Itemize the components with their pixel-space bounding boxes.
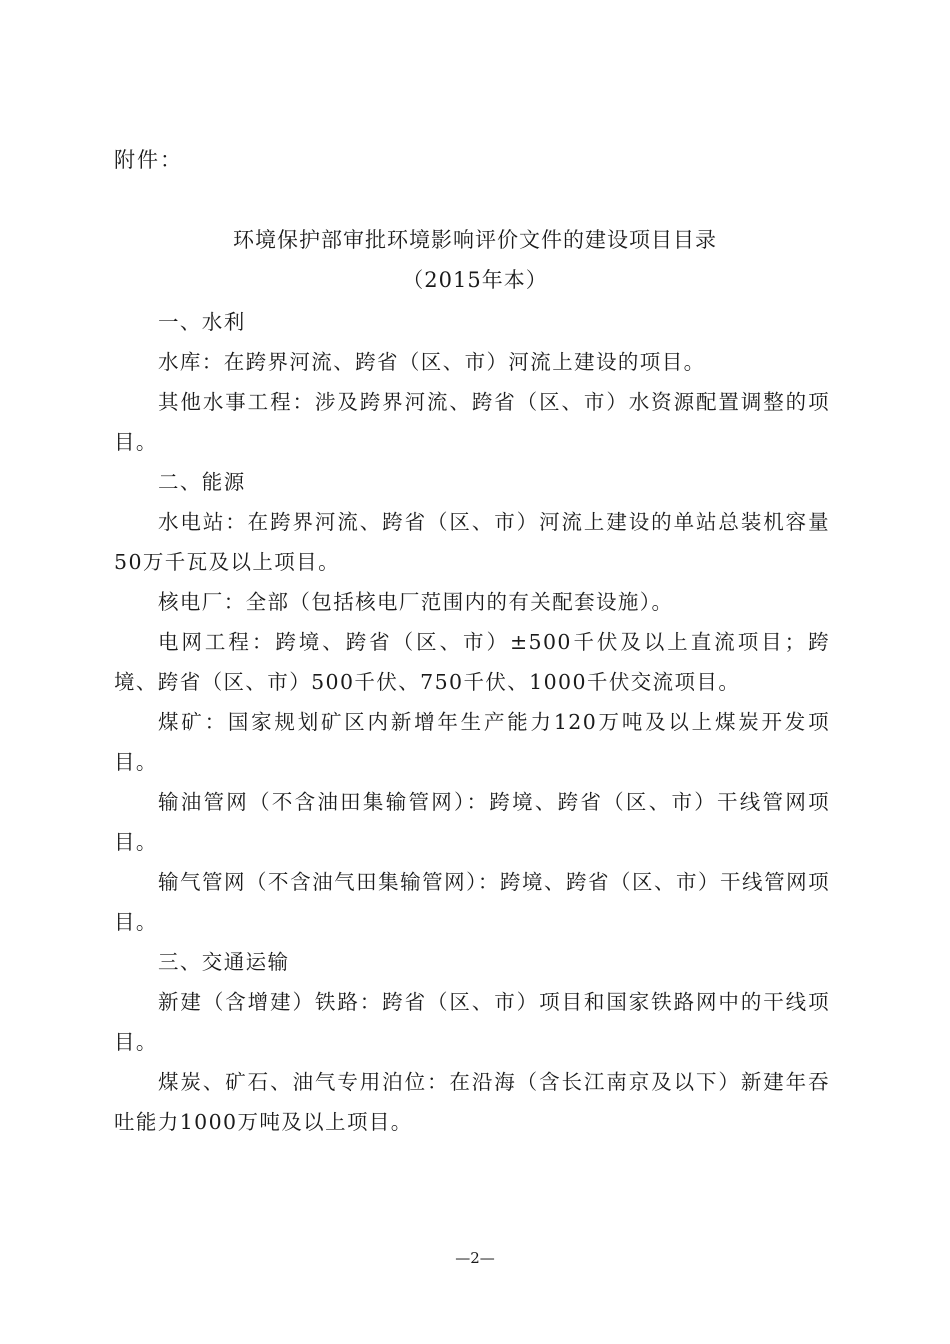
section-heading-transport: 三、交通运输 — [158, 950, 290, 974]
item-other-water-works: 其他水事工程：涉及跨界河流、跨省（区、市）水资源配置调整的项目。 — [114, 390, 830, 454]
item-coal-mine: 煤矿：国家规划矿区内新增年生产能力120万吨及以上煤炭开发项目。 — [114, 710, 830, 774]
document-title: 环境保护部审批环境影响评价文件的建设项目目录 — [233, 228, 717, 252]
document-body — [114, 302, 830, 1142]
section-heading-energy: 二、能源 — [158, 470, 246, 494]
section-heading-water: 一、水利 — [158, 310, 246, 334]
item-berths: 煤炭、矿石、油气专用泊位：在沿海（含长江南京及以下）新建年吞吐能力1000万吨及以上项目。 — [114, 1070, 830, 1134]
attachment-label: 附件： — [114, 148, 183, 172]
item-oil-pipeline: 输油管网（不含油田集输管网）：跨境、跨省（区、市）干线管网项目。 — [114, 790, 830, 854]
item-railway: 新建（含增建）铁路：跨省（区、市）项目和国家铁路网中的干线项目。 — [114, 990, 830, 1054]
item-reservoir: 水库：在跨界河流、跨省（区、市）河流上建设的项目。 — [158, 350, 706, 374]
item-gas-pipeline: 输气管网（不含油气田集输管网）：跨境、跨省（区、市）干线管网项目。 — [114, 870, 830, 934]
document-edition: （2015年本） — [402, 268, 548, 292]
item-nuclear-plant: 核电厂：全部（包括核电厂范围内的有关配套设施）。 — [158, 590, 674, 614]
item-power-grid: 电网工程：跨境、跨省（区、市）±500千伏及以上直流项目；跨境、跨省（区、市）500千伏、750千伏、1000千伏交流项目。 — [114, 630, 830, 694]
page-number: —2— — [455, 1249, 495, 1267]
item-hydropower-station: 水电站：在跨界河流、跨省（区、市）河流上建设的单站总装机容量50万千瓦及以上项目。 — [114, 510, 830, 574]
